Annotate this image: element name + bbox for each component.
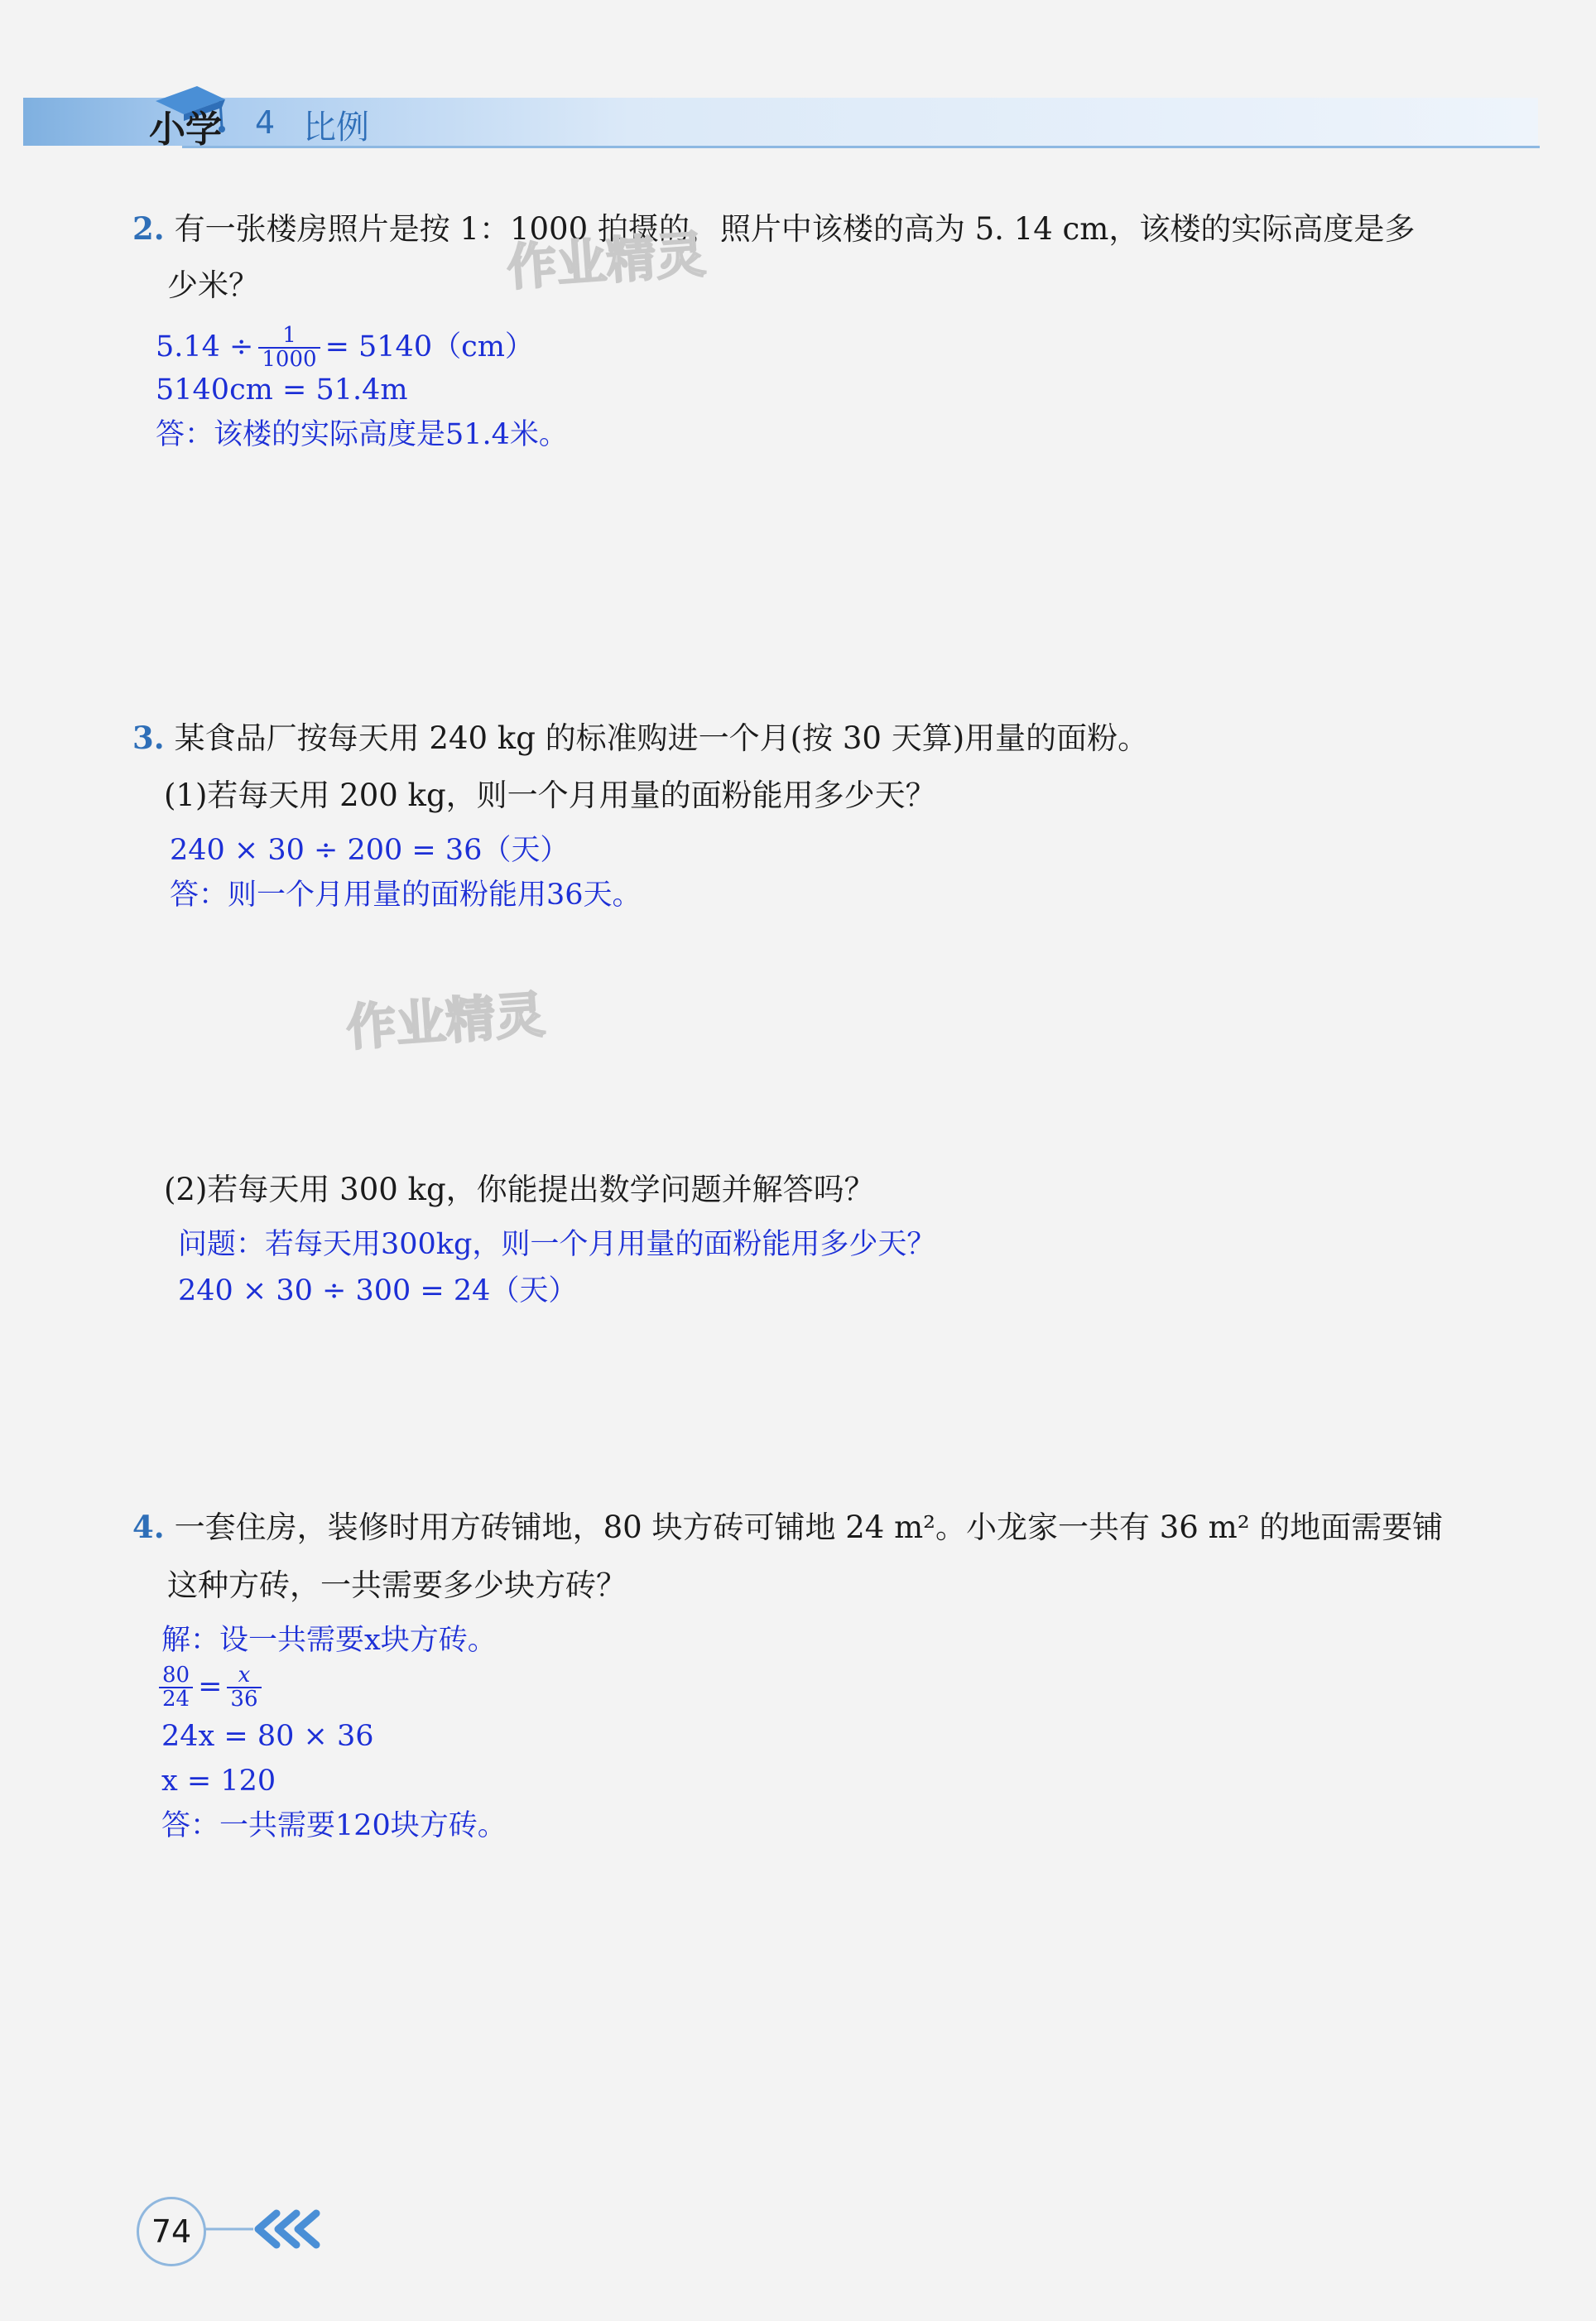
fraction-denominator: 36 bbox=[230, 1687, 258, 1712]
question-number: 4. bbox=[132, 1509, 165, 1545]
q3-sub1-answer-line1: 240 × 30 ÷ 200 = 36（天） bbox=[170, 834, 570, 867]
fraction-numerator: 80 bbox=[159, 1664, 193, 1688]
fraction bbox=[258, 325, 320, 372]
question-number: 3. bbox=[132, 720, 165, 756]
question-3-line1 bbox=[132, 720, 1149, 756]
question-text: 一套住房，装修时用方砖铺地，80 块方砖可铺地 24 m²。小龙家一共有 36 m² 的地面需要铺 bbox=[174, 1510, 1444, 1545]
q4-answer-line3: 24x = 80 × 36 bbox=[161, 1720, 374, 1753]
chapter-number: 4 bbox=[255, 104, 276, 141]
question-number: 2. bbox=[132, 210, 165, 247]
answer-text: = 5140（cm） bbox=[324, 330, 534, 364]
q2-answer-line2: 5140cm = 51.4m bbox=[156, 373, 408, 407]
question-2-line2: 少米？ bbox=[167, 267, 259, 303]
question-text: 某食品厂按每天用 240 kg 的标准购进一个月(按 30 天算)用量的面粉。 bbox=[174, 720, 1149, 756]
q3-sub1-answer-line2: 答：则一个月用量的面粉能用36天。 bbox=[170, 879, 642, 912]
q3-sub2-answer-line2: 240 × 30 ÷ 300 = 24（天） bbox=[178, 1274, 578, 1307]
chevron-arrows-icon bbox=[204, 2207, 328, 2251]
q2-answer-line1 bbox=[156, 325, 534, 372]
question-4-line1 bbox=[132, 1509, 1444, 1545]
equals-sign: = bbox=[198, 1669, 223, 1703]
question-3-sub1: (1)若每天用 200 kg，则一个月用量的面粉能用多少天？ bbox=[164, 778, 936, 813]
watermark: 作业精灵 bbox=[505, 225, 708, 298]
fraction-numerator: x bbox=[227, 1664, 261, 1688]
header-band bbox=[23, 98, 1538, 146]
fraction bbox=[159, 1664, 193, 1712]
q4-answer-line4: x = 120 bbox=[161, 1765, 276, 1798]
q2-answer-line3: 答：该楼的实际高度是51.4米。 bbox=[156, 418, 568, 451]
question-3-sub2: (2)若每天用 300 kg，你能提出数学问题并解答吗？ bbox=[164, 1172, 875, 1207]
q4-answer-line5: 答：一共需要120块方砖。 bbox=[161, 1809, 507, 1842]
fraction-numerator: 1 bbox=[258, 325, 320, 349]
answer-text: 5.14 ÷ bbox=[156, 330, 254, 364]
q4-answer-proportion bbox=[159, 1664, 267, 1712]
fraction-denominator: 1000 bbox=[262, 347, 317, 373]
brand-label: 小学 bbox=[149, 108, 222, 151]
question-text: 有一张楼房照片是按 1：1000 拍摄的，照片中该楼的高为 5. 14 cm，该楼的实际高度是多 bbox=[174, 211, 1416, 247]
q4-answer-line1: 解：设一共需要x块方砖。 bbox=[161, 1624, 497, 1657]
q3-sub2-answer-line1: 问题：若每天用300kg，则一个月用量的面粉能用多少天？ bbox=[178, 1228, 936, 1261]
header-rule bbox=[182, 146, 1540, 148]
watermark: 作业精灵 bbox=[344, 985, 547, 1058]
page-number: 74 bbox=[137, 2197, 206, 2266]
fraction bbox=[227, 1664, 261, 1712]
fraction-denominator: 24 bbox=[162, 1687, 190, 1712]
question-4-line2: 这种方砖，一共需要多少块方砖？ bbox=[167, 1567, 627, 1603]
question-2-line1 bbox=[132, 210, 1416, 247]
chapter-title: 比例 bbox=[303, 108, 369, 147]
